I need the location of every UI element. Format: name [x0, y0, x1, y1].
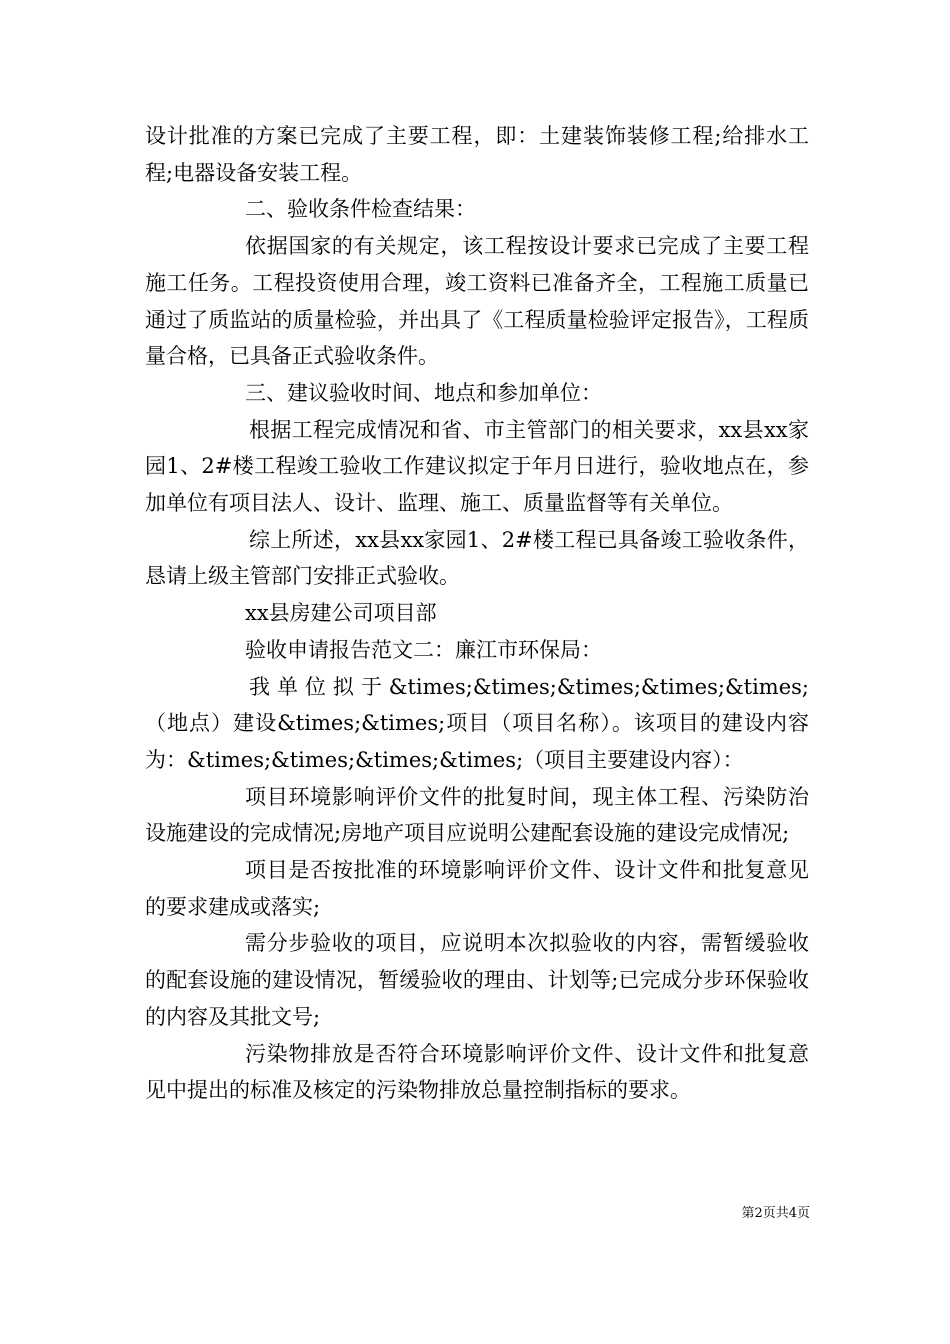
- paragraph-check-result: 依据国家的有关规定，该工程按设计要求已完成了主要工程施工任务。工程投资使用合理，竣工资料已准备齐全，工程施工质量已通过了质监站的质量检验，并出具了《工程质量检验评定报告》，工程质量合格，已具备正式验收条件。: [145, 234, 809, 369]
- section-heading-acceptance-check: 二、验收条件检查结果：: [245, 197, 476, 222]
- section-heading-acceptance-time: 三、建议验收时间、地点和参加单位：: [245, 380, 602, 405]
- paragraph-project-intro: 我单位拟于&times;&times;&times;&times;&times;（地点）建设&times;&times;项目（项目名称）。该项目的建设内容为：&times;&times;&times;&times;（项目主要建设内容）：: [145, 674, 809, 772]
- paragraph-compliance: 项目是否按批准的环境影响评价文件、设计文件和批复意见的要求建成或落实;: [145, 858, 809, 919]
- document-body: [145, 118, 809, 1109]
- page-number: 第2页共4页: [741, 1206, 810, 1221]
- paragraph-acceptance-time: 根据工程完成情况和省、市主管部门的相关要求，xx县xx家园1、2#楼工程竣工验收工作建议拟定于年月日进行，验收地点在，参加单位有项目法人、设计、监理、施工、质量监督等有关单位。: [145, 417, 809, 516]
- paragraph-staged-acceptance: 需分步验收的项目，应说明本次拟验收的内容，需暂缓验收的配套设施的建设情况，暂缓验收的理由、计划等;已完成分步环保验收的内容及其批文号;: [145, 931, 809, 1029]
- paragraph-summary: 综上所述，xx县xx家园1、2#楼工程已具备竣工验收条件，恳请上级主管部门安排正式验收。: [145, 527, 809, 589]
- paragraph-continuation: 设计批准的方案已完成了主要工程，即：土建装饰装修工程;给排水工程;电器设备安装工程。: [145, 124, 809, 185]
- paragraph-pollutant-discharge: 污染物排放是否符合环境影响评价文件、设计文件和批复意见中提出的标准及核定的污染物排放总量控制指标的要求。: [145, 1041, 809, 1103]
- paragraph-eia-approval: 项目环境影响评价文件的批复时间，现主体工程、污染防治设施建设的完成情况;房地产项目应说明公建配套设施的建设完成情况;: [145, 784, 809, 846]
- signature-line: xx县房建公司项目部: [245, 601, 437, 626]
- sample-two-heading: 验收申请报告范文二：廉江市环保局：: [245, 637, 602, 662]
